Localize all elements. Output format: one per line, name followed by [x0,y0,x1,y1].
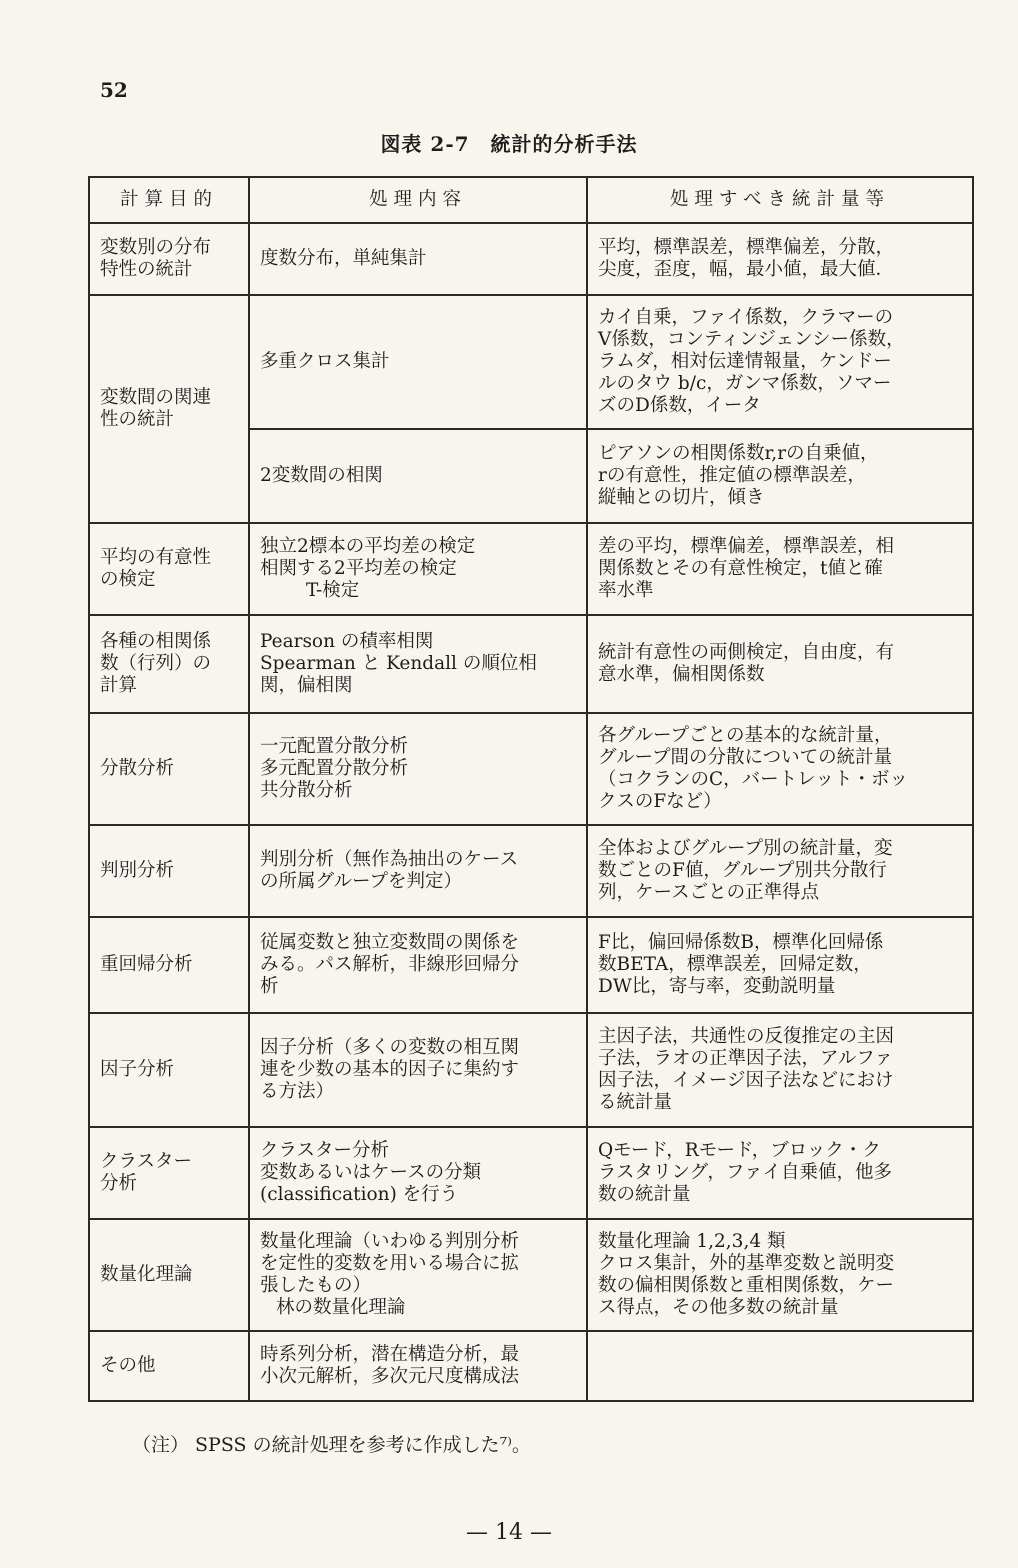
content-cell: 2変数間の相関 [249,429,587,523]
stats-cell: 主因子法，共通性の反復推定の主因 子法，ラオの正準因子法，アルファ 因子法，イメージ因子法などにおけ る統計量 [587,1013,973,1127]
header-stats: 処理すべき統計量等 [587,177,973,223]
stats-cell: 全体およびグループ別の統計量，変 数ごとのF値，グループ別共分散行 列，ケースごとの正準得点 [587,825,973,917]
table-row [89,615,973,713]
stats-cell: Qモード，Rモード，ブロック・ク ラスタリング，ファイ自乗値，他多 数の統計量 [587,1127,973,1219]
purpose-cell: 分散分析 [89,713,249,825]
stats-cell: F比，偏回帰係数B，標準化回帰係 数BETA，標準誤差，回帰定数， DW比，寄与率，変動説明量 [587,917,973,1013]
figure-title: 図表 2-7 統計的分析手法 [380,132,638,156]
content-cell: クラスター分析 変数あるいはケースの分類 (classification) を行う [249,1127,587,1219]
purpose-cell: 因子分析 [89,1013,249,1127]
table-header-row [89,177,973,223]
stats-cell: 平均，標準誤差，標準偏差，分散， 尖度，歪度，幅，最小値，最大値． [587,223,973,295]
content-cell: 従属変数と独立変数間の関係を みる。パス解析，非線形回帰分 析 [249,917,587,1013]
purpose-cell: 変数別の分布 特性の統計 [89,223,249,295]
purpose-cell: 変数間の関連 性の統計 [89,295,249,523]
table-row [89,917,973,1013]
content-cell: 数量化理論（いわゆる判別分析 を定性的変数を用いる場合に拡 張したもの） 林の数量化理論 [249,1219,587,1331]
content-cell: 因子分析（多くの変数の相互関 連を少数の基本的因子に集約す る方法） [249,1013,587,1127]
content-cell: 一元配置分散分析 多元配置分散分析 共分散分析 [249,713,587,825]
purpose-cell: 重回帰分析 [89,917,249,1013]
stats-cell: 差の平均，標準偏差，標準誤差，相 関係数とその有意性検定，t値と確 率水準 [587,523,973,615]
stats-cell [587,1331,973,1401]
header-content: 処理内容 [249,177,587,223]
header-purpose: 計算目的 [89,177,249,223]
content-cell: 時系列分析，潜在構造分析，最 小次元解析，多次元尺度構成法 [249,1331,587,1401]
purpose-cell: 平均の有意性 の検定 [89,523,249,615]
stats-cell: 各グループごとの基本的な統計量， グループ間の分散についての統計量 （コクランのC，バートレット・ボッ クスのFなど） [587,713,973,825]
content-cell: 多重クロス集計 [249,295,587,429]
table-row [89,1219,973,1331]
table-row [89,713,973,825]
page-footer-number: — 14 — [466,1520,552,1545]
purpose-cell: 各種の相関係 数（行列）の 計算 [89,615,249,713]
purpose-cell: その他 [89,1331,249,1401]
table-row [89,523,973,615]
statistics-methods-table [88,176,974,1402]
table-row [89,295,973,429]
table-row [89,1331,973,1401]
table-row [89,1127,973,1219]
table-note: （注） SPSS の統計処理を参考に作成した⁷⁾。 [132,1434,531,1456]
table-row [89,223,973,295]
table-row [89,1013,973,1127]
stats-cell: ピアソンの相関係数r,rの自乗値， rの有意性，推定値の標準誤差， 縦軸との切片，傾き [587,429,973,523]
purpose-cell: 判別分析 [89,825,249,917]
table-row [89,825,973,917]
content-cell: 度数分布，単純集計 [249,223,587,295]
stats-cell: 数量化理論 1,2,3,4 類 クロス集計，外的基準変数と説明変 数の偏相関係数と重相関係数，ケー ス得点，その他多数の統計量 [587,1219,973,1331]
page-number: 52 [100,78,128,102]
purpose-cell: 数量化理論 [89,1219,249,1331]
content-cell: Pearson の積率相関 Spearman と Kendall の順位相 関，偏相関 [249,615,587,713]
purpose-cell: クラスター 分析 [89,1127,249,1219]
content-cell: 判別分析（無作為抽出のケース の所属グループを判定） [249,825,587,917]
stats-cell: カイ自乗，ファイ係数，クラマーの V係数，コンティンジェンシー係数， ラムダ，相対伝達情報量，ケンドー ルのタウ b/c，ガンマ係数，ソマー ズのD係数，イータ [587,295,973,429]
stats-cell: 統計有意性の両側検定，自由度，有 意水準，偏相関係数 [587,615,973,713]
content-cell: 独立2標本の平均差の検定 相関する2平均差の検定 T-検定 [249,523,587,615]
